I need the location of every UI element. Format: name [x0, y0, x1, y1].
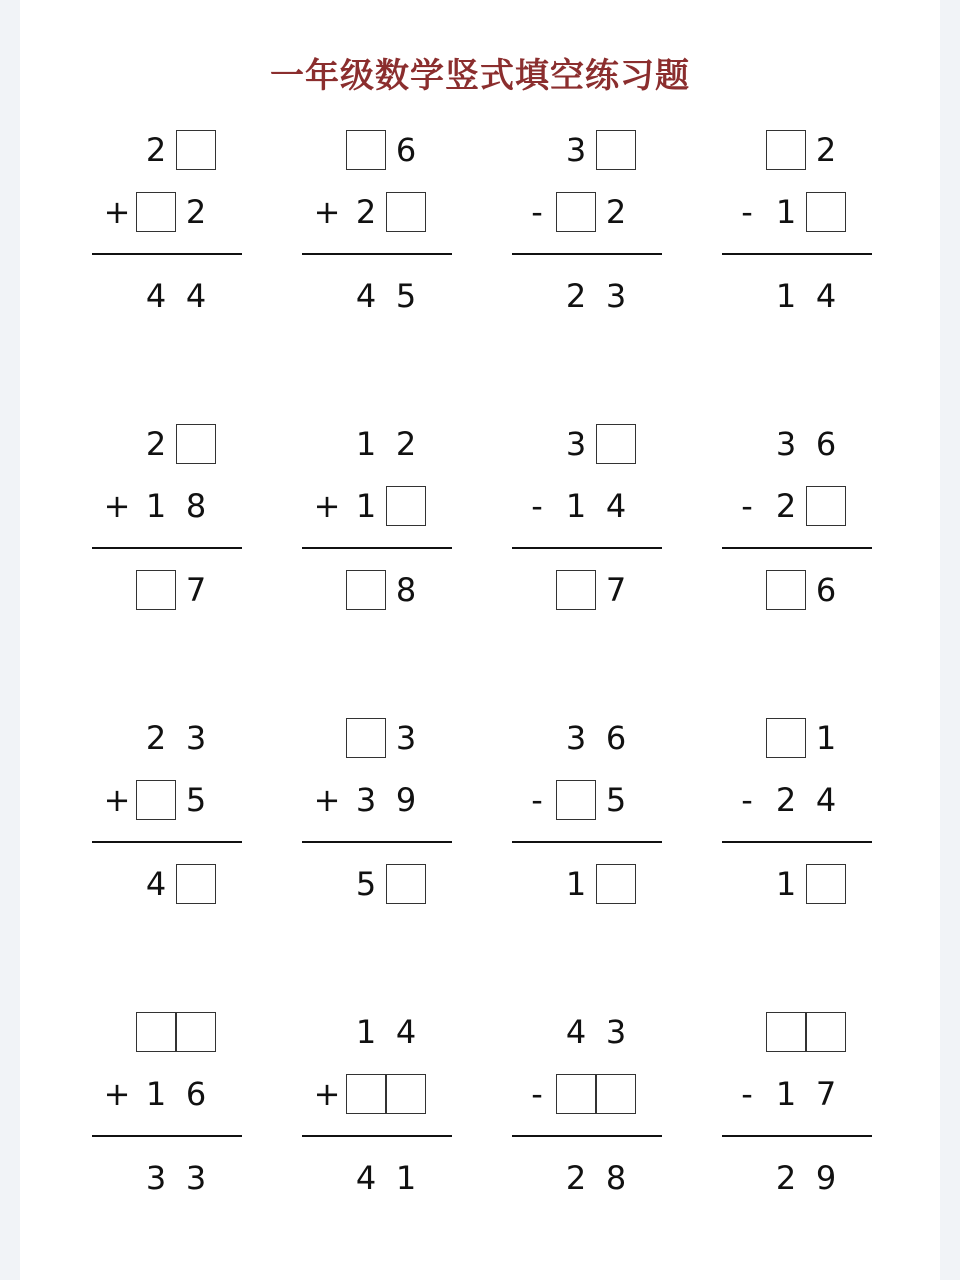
digit: 2 [775, 487, 797, 525]
digit: 3 [185, 1159, 207, 1197]
digit: 2 [565, 277, 587, 315]
digit: 8 [605, 1159, 627, 1197]
digit: 1 [355, 487, 377, 525]
sum-line [92, 253, 242, 255]
operator-sign: - [741, 193, 753, 231]
digit: 9 [395, 781, 417, 819]
digit: 3 [565, 425, 587, 463]
vertical-problem [92, 716, 242, 906]
sum-line [302, 1135, 452, 1137]
vertical-problem [722, 716, 872, 906]
operator-sign: + [313, 193, 341, 231]
answer-box[interactable] [136, 192, 176, 232]
answer-box[interactable] [176, 424, 216, 464]
answer-box[interactable] [766, 130, 806, 170]
answer-box[interactable] [766, 718, 806, 758]
digit: 2 [815, 131, 837, 169]
digit: 3 [355, 781, 377, 819]
digit: 4 [185, 277, 207, 315]
digit: 1 [775, 193, 797, 231]
worksheet-page [20, 0, 940, 1280]
digit: 7 [185, 571, 207, 609]
sum-line [302, 841, 452, 843]
digit: 1 [395, 1159, 417, 1197]
vertical-problem [512, 128, 662, 318]
digit: 2 [775, 1159, 797, 1197]
operator-sign: - [741, 487, 753, 525]
sum-line [512, 1135, 662, 1137]
vertical-problem [302, 128, 452, 318]
answer-box[interactable] [596, 864, 636, 904]
sum-line [722, 547, 872, 549]
digit: 3 [565, 719, 587, 757]
digit: 4 [395, 1013, 417, 1051]
answer-box[interactable] [766, 570, 806, 610]
answer-box[interactable] [176, 1012, 216, 1052]
vertical-problem [722, 1010, 872, 1200]
sum-line [722, 1135, 872, 1137]
digit: 2 [775, 781, 797, 819]
digit: 2 [395, 425, 417, 463]
digit: 1 [775, 865, 797, 903]
answer-box[interactable] [386, 192, 426, 232]
digit: 1 [145, 1075, 167, 1113]
answer-box[interactable] [806, 192, 846, 232]
digit: 6 [815, 425, 837, 463]
digit: 5 [395, 277, 417, 315]
digit: 3 [605, 277, 627, 315]
digit: 1 [815, 719, 837, 757]
vertical-problem [302, 716, 452, 906]
sum-line [512, 841, 662, 843]
answer-box[interactable] [766, 1012, 806, 1052]
answer-box[interactable] [596, 130, 636, 170]
digit: 4 [815, 781, 837, 819]
digit: 3 [185, 719, 207, 757]
answer-box[interactable] [806, 486, 846, 526]
digit: 6 [185, 1075, 207, 1113]
operator-sign: + [313, 1075, 341, 1113]
answer-box[interactable] [806, 864, 846, 904]
sum-line [92, 1135, 242, 1137]
operator-sign: + [313, 781, 341, 819]
operator-sign: + [103, 487, 131, 525]
answer-box[interactable] [596, 424, 636, 464]
digit: 2 [145, 425, 167, 463]
digit: 5 [605, 781, 627, 819]
digit: 2 [605, 193, 627, 231]
digit: 3 [605, 1013, 627, 1051]
answer-box[interactable] [386, 864, 426, 904]
digit: 4 [355, 277, 377, 315]
operator-sign: - [531, 1075, 543, 1113]
digit: 1 [565, 865, 587, 903]
digit: 3 [565, 131, 587, 169]
answer-box[interactable] [386, 1074, 426, 1114]
sum-line [722, 253, 872, 255]
sum-line [92, 841, 242, 843]
answer-box[interactable] [346, 130, 386, 170]
answer-box[interactable] [556, 570, 596, 610]
digit: 3 [395, 719, 417, 757]
sum-line [512, 253, 662, 255]
digit: 4 [145, 865, 167, 903]
sum-line [722, 841, 872, 843]
digit: 6 [605, 719, 627, 757]
digit: 2 [185, 193, 207, 231]
answer-box[interactable] [386, 486, 426, 526]
digit: 7 [605, 571, 627, 609]
answer-box[interactable] [806, 1012, 846, 1052]
answer-box[interactable] [346, 1074, 386, 1114]
digit: 1 [775, 1075, 797, 1113]
digit: 8 [185, 487, 207, 525]
digit: 1 [775, 277, 797, 315]
vertical-problem [302, 422, 452, 612]
operator-sign: - [531, 487, 543, 525]
answer-box[interactable] [556, 192, 596, 232]
digit: 7 [815, 1075, 837, 1113]
operator-sign: + [313, 487, 341, 525]
answer-box[interactable] [346, 570, 386, 610]
digit: 9 [815, 1159, 837, 1197]
digit: 4 [145, 277, 167, 315]
digit: 1 [565, 487, 587, 525]
sum-line [302, 547, 452, 549]
operator-sign: + [103, 193, 131, 231]
answer-box[interactable] [136, 570, 176, 610]
digit: 2 [565, 1159, 587, 1197]
answer-box[interactable] [136, 1012, 176, 1052]
vertical-problem [512, 716, 662, 906]
operator-sign: - [741, 1075, 753, 1113]
digit: 1 [145, 487, 167, 525]
digit: 3 [775, 425, 797, 463]
digit: 6 [395, 131, 417, 169]
digit: 4 [565, 1013, 587, 1051]
answer-box[interactable] [346, 718, 386, 758]
digit: 4 [605, 487, 627, 525]
vertical-problem [722, 128, 872, 318]
vertical-problem [92, 1010, 242, 1200]
digit: 2 [355, 193, 377, 231]
digit: 1 [355, 1013, 377, 1051]
vertical-problem [302, 1010, 452, 1200]
digit: 5 [355, 865, 377, 903]
answer-box[interactable] [176, 130, 216, 170]
answer-box[interactable] [556, 1074, 596, 1114]
digit: 4 [815, 277, 837, 315]
sum-line [92, 547, 242, 549]
sum-line [512, 547, 662, 549]
operator-sign: + [103, 1075, 131, 1113]
digit: 2 [145, 131, 167, 169]
answer-box[interactable] [556, 780, 596, 820]
vertical-problem [512, 422, 662, 612]
answer-box[interactable] [176, 864, 216, 904]
digit: 2 [145, 719, 167, 757]
operator-sign: - [531, 193, 543, 231]
operator-sign: + [103, 781, 131, 819]
vertical-problem [512, 1010, 662, 1200]
worksheet-title: 一年级数学竖式填空练习题 [270, 56, 690, 96]
vertical-problem [722, 422, 872, 612]
digit: 5 [185, 781, 207, 819]
digit: 8 [395, 571, 417, 609]
digit: 4 [355, 1159, 377, 1197]
digit: 6 [815, 571, 837, 609]
vertical-problem [92, 422, 242, 612]
answer-box[interactable] [136, 780, 176, 820]
operator-sign: - [531, 781, 543, 819]
digit: 1 [355, 425, 377, 463]
sum-line [302, 253, 452, 255]
operator-sign: - [741, 781, 753, 819]
digit: 3 [145, 1159, 167, 1197]
answer-box[interactable] [596, 1074, 636, 1114]
vertical-problem [92, 128, 242, 318]
